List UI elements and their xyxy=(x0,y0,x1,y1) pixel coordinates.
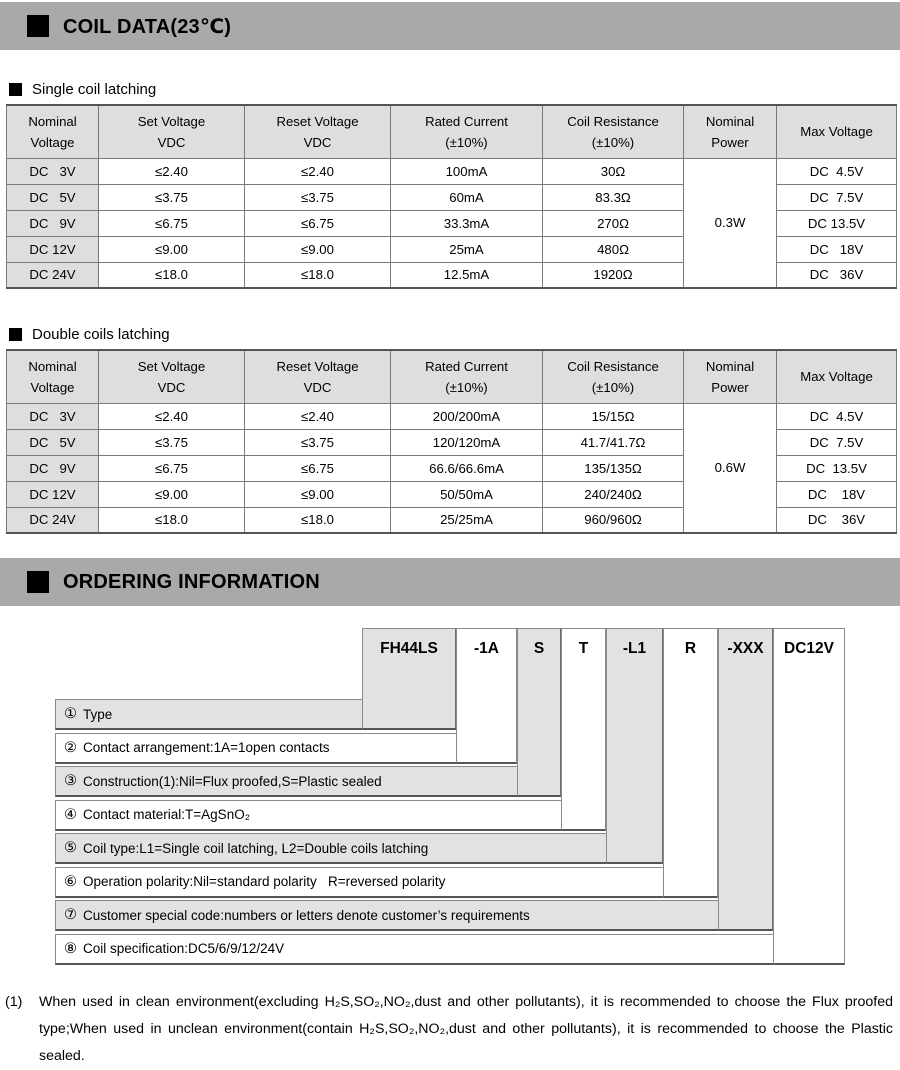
single-coil-table xyxy=(6,104,897,289)
footnote xyxy=(5,989,896,1070)
item-number-marker: ④ xyxy=(64,806,77,823)
header-line-2: VDC xyxy=(303,134,332,150)
table-cell: 270Ω xyxy=(543,210,684,236)
footnote-text: When used in clean environment(excluding H₂S,SO₂,NO₂,dust and other pollutants), it is recommended to choose the Flux proofed type;When used in unclean environment(contain H₂S,SO₂,NO₂,dust and other pollutants), it is recommended to choose the Plastic sealed. xyxy=(39,994,893,1064)
ordering-item-4 xyxy=(55,800,606,831)
table-cell: ≤9.00 xyxy=(245,236,391,262)
table-cell: ≤3.75 xyxy=(245,429,391,455)
header-cell-2 xyxy=(245,350,391,403)
coil-data-title: COIL DATA(23℃) xyxy=(63,15,232,38)
table-cell: 25/25mA xyxy=(391,507,543,533)
header-cell-4 xyxy=(543,105,684,158)
header-line-2: (±10%) xyxy=(591,134,635,150)
table-cell: ≤9.00 xyxy=(245,481,391,507)
nominal-voltage-cell: DC 12V xyxy=(7,481,99,507)
max-voltage-cell: DC 36V xyxy=(777,507,897,533)
nominal-voltage-cell: DC 5V xyxy=(7,429,99,455)
part-code-label: FH44LS xyxy=(380,640,438,657)
header-line-1: Reset Voltage xyxy=(276,358,359,374)
nominal-voltage-cell: DC 24V xyxy=(7,262,99,288)
item-number-marker: ② xyxy=(64,739,77,756)
header-cell-3 xyxy=(391,105,543,158)
item-description: Coil type:L1=Single coil latching, L2=Double coils latching xyxy=(83,840,429,856)
table-cell: 120/120mA xyxy=(391,429,543,455)
item-number-marker: ⑤ xyxy=(64,840,77,856)
table-cell: ≤2.40 xyxy=(99,158,245,184)
table-cell: 200/200mA xyxy=(391,403,543,429)
max-voltage-cell: DC 4.5V xyxy=(777,403,897,429)
header-cell-1 xyxy=(99,105,245,158)
ordering-item-5 xyxy=(55,833,663,864)
table-cell: 960/960Ω xyxy=(543,507,684,533)
item-description: Contact arrangement:1A=1open contacts xyxy=(83,740,330,755)
ordering-title: ORDERING INFORMATION xyxy=(63,570,320,593)
header-line-2: (±10%) xyxy=(445,134,488,150)
coil-data-section-bar xyxy=(0,2,900,50)
nominal-voltage-cell: DC 9V xyxy=(7,210,99,236)
part-code-segment-7 xyxy=(718,628,773,931)
table-cell: 41.7/41.7Ω xyxy=(543,429,684,455)
table-cell: ≤2.40 xyxy=(245,403,391,429)
header-line-1: Reset Voltage xyxy=(276,113,359,129)
item-description: Type xyxy=(83,706,113,722)
header-line-2: Power xyxy=(711,379,749,395)
header-line-2: VDC xyxy=(157,379,186,395)
part-code-label: -L1 xyxy=(622,640,647,657)
max-voltage-cell: DC 4.5V xyxy=(777,158,897,184)
header-line-2: Voltage xyxy=(30,134,75,150)
header-line-1: Rated Current xyxy=(425,113,508,129)
max-voltage-cell: DC 13.5V xyxy=(777,210,897,236)
nominal-voltage-cell: DC 9V xyxy=(7,455,99,481)
header-line-1: Set Voltage xyxy=(137,358,206,374)
header-cell-0 xyxy=(7,105,99,158)
table-cell: 135/135Ω xyxy=(543,455,684,481)
header-line-1: Nominal xyxy=(28,358,77,374)
table-cell: ≤6.75 xyxy=(245,210,391,236)
part-code-segment-4 xyxy=(561,628,606,831)
max-voltage-cell: DC 36V xyxy=(777,262,897,288)
part-code-segment-6 xyxy=(663,628,718,898)
table-cell: 50/50mA xyxy=(391,481,543,507)
item-number-marker: ⑦ xyxy=(64,907,77,923)
header-cell-5 xyxy=(684,105,777,158)
section-square-icon xyxy=(27,15,49,37)
part-code-label: T xyxy=(578,640,589,657)
item-description: Contact material:T=AgSnO₂ xyxy=(83,807,250,822)
bullet-square-icon xyxy=(9,83,22,96)
header-line-2: (±10%) xyxy=(591,379,635,395)
header-cell-1 xyxy=(99,350,245,403)
table-cell: 30Ω xyxy=(543,158,684,184)
nominal-power-cell: 0.3W xyxy=(684,158,777,288)
item-description: Customer special code:numbers or letters denote customer’s requirements xyxy=(83,907,530,923)
header-line-2: (±10%) xyxy=(445,379,488,395)
table-cell: 1920Ω xyxy=(543,262,684,288)
header-line-1: Nominal xyxy=(28,113,77,129)
table-cell: ≤9.00 xyxy=(99,236,245,262)
footnote-marker: (1) xyxy=(5,994,23,1010)
ordering-diagram xyxy=(55,628,845,968)
header-cell-3 xyxy=(391,350,543,403)
header-line-1: Nominal xyxy=(705,358,755,374)
table-cell: ≤3.75 xyxy=(99,184,245,210)
double-coil-heading-label: Double coils latching xyxy=(32,326,170,343)
nominal-voltage-cell: DC 12V xyxy=(7,236,99,262)
header-cell-0 xyxy=(7,350,99,403)
nominal-voltage-cell: DC 3V xyxy=(7,403,99,429)
item-number-marker: ① xyxy=(64,706,77,722)
table-cell: 60mA xyxy=(391,184,543,210)
ordering-item-8 xyxy=(55,934,845,965)
max-voltage-cell: DC 18V xyxy=(777,236,897,262)
header-cell-6 xyxy=(777,105,897,158)
header-line-1: Coil Resistance xyxy=(567,113,659,129)
double-coil-table xyxy=(6,349,897,534)
table-row xyxy=(7,403,897,429)
table-cell: 66.6/66.6mA xyxy=(391,455,543,481)
table-cell: ≤18.0 xyxy=(245,262,391,288)
header-cell-2 xyxy=(245,105,391,158)
header-line-1: Nominal xyxy=(705,113,755,129)
part-code-segment-2 xyxy=(456,628,517,764)
table-cell: ≤9.00 xyxy=(99,481,245,507)
header-line-2: Power xyxy=(711,134,749,150)
nominal-power-cell: 0.6W xyxy=(684,403,777,533)
part-code-label: -1A xyxy=(474,640,499,657)
item-description: Coil specification:DC5/6/9/12/24V xyxy=(83,941,285,956)
part-code-label: -XXX xyxy=(727,640,764,657)
ordering-item-7 xyxy=(55,900,773,931)
header-cell-4 xyxy=(543,350,684,403)
table-cell: ≤6.75 xyxy=(99,210,245,236)
ordering-item-6 xyxy=(55,867,718,898)
table-cell: 480Ω xyxy=(543,236,684,262)
max-voltage-cell: DC 13.5V xyxy=(777,455,897,481)
part-code-segment-8 xyxy=(773,628,845,965)
table-cell: 100mA xyxy=(391,158,543,184)
table-cell: ≤3.75 xyxy=(99,429,245,455)
table-cell: ≤2.40 xyxy=(99,403,245,429)
max-voltage-cell: DC 7.5V xyxy=(777,184,897,210)
header-line-1: Max Voltage xyxy=(800,124,873,140)
table-cell: ≤18.0 xyxy=(245,507,391,533)
table-cell: 83.3Ω xyxy=(543,184,684,210)
table-cell: 25mA xyxy=(391,236,543,262)
table-cell: ≤18.0 xyxy=(99,507,245,533)
part-code-label: DC12V xyxy=(784,640,834,657)
ordering-item-2 xyxy=(55,733,517,764)
table-cell: ≤2.40 xyxy=(245,158,391,184)
item-number-marker: ⑧ xyxy=(64,940,77,957)
nominal-voltage-cell: DC 3V xyxy=(7,158,99,184)
bullet-square-icon xyxy=(9,328,22,341)
ordering-section-bar xyxy=(0,558,900,606)
part-code-segment-5 xyxy=(606,628,663,864)
table-cell: ≤18.0 xyxy=(99,262,245,288)
table-row xyxy=(7,158,897,184)
single-coil-heading xyxy=(9,81,900,98)
part-code-segment-1 xyxy=(362,628,456,730)
header-line-1: Coil Resistance xyxy=(567,358,659,374)
item-description: Construction(1):Nil=Flux proofed,S=Plastic sealed xyxy=(83,773,382,789)
header-row xyxy=(7,350,897,403)
header-line-1: Set Voltage xyxy=(137,113,206,129)
table-cell: 12.5mA xyxy=(391,262,543,288)
header-line-1: Rated Current xyxy=(425,358,508,374)
header-line-2: VDC xyxy=(303,379,332,395)
double-coil-heading xyxy=(9,326,900,343)
item-description: Operation polarity:Nil=standard polarity R=reversed polarity xyxy=(83,874,446,889)
part-code-label: R xyxy=(684,640,697,657)
table-cell: 15/15Ω xyxy=(543,403,684,429)
header-line-2: VDC xyxy=(157,134,186,150)
table-cell: ≤3.75 xyxy=(245,184,391,210)
header-line-2: Voltage xyxy=(30,379,75,395)
section-square-icon xyxy=(27,571,49,593)
max-voltage-cell: DC 18V xyxy=(777,481,897,507)
nominal-voltage-cell: DC 24V xyxy=(7,507,99,533)
item-number-marker: ③ xyxy=(64,773,77,789)
table-cell: ≤6.75 xyxy=(245,455,391,481)
single-coil-heading-label: Single coil latching xyxy=(32,81,157,98)
header-line-1: Max Voltage xyxy=(800,369,873,385)
header-cell-5 xyxy=(684,350,777,403)
max-voltage-cell: DC 7.5V xyxy=(777,429,897,455)
nominal-voltage-cell: DC 5V xyxy=(7,184,99,210)
table-cell: ≤6.75 xyxy=(99,455,245,481)
ordering-item-3 xyxy=(55,766,561,797)
item-number-marker: ⑥ xyxy=(64,873,77,890)
part-code-segment-3 xyxy=(517,628,561,797)
table-cell: 33.3mA xyxy=(391,210,543,236)
part-code-label: S xyxy=(533,640,545,657)
header-row xyxy=(7,105,897,158)
header-cell-6 xyxy=(777,350,897,403)
table-cell: 240/240Ω xyxy=(543,481,684,507)
